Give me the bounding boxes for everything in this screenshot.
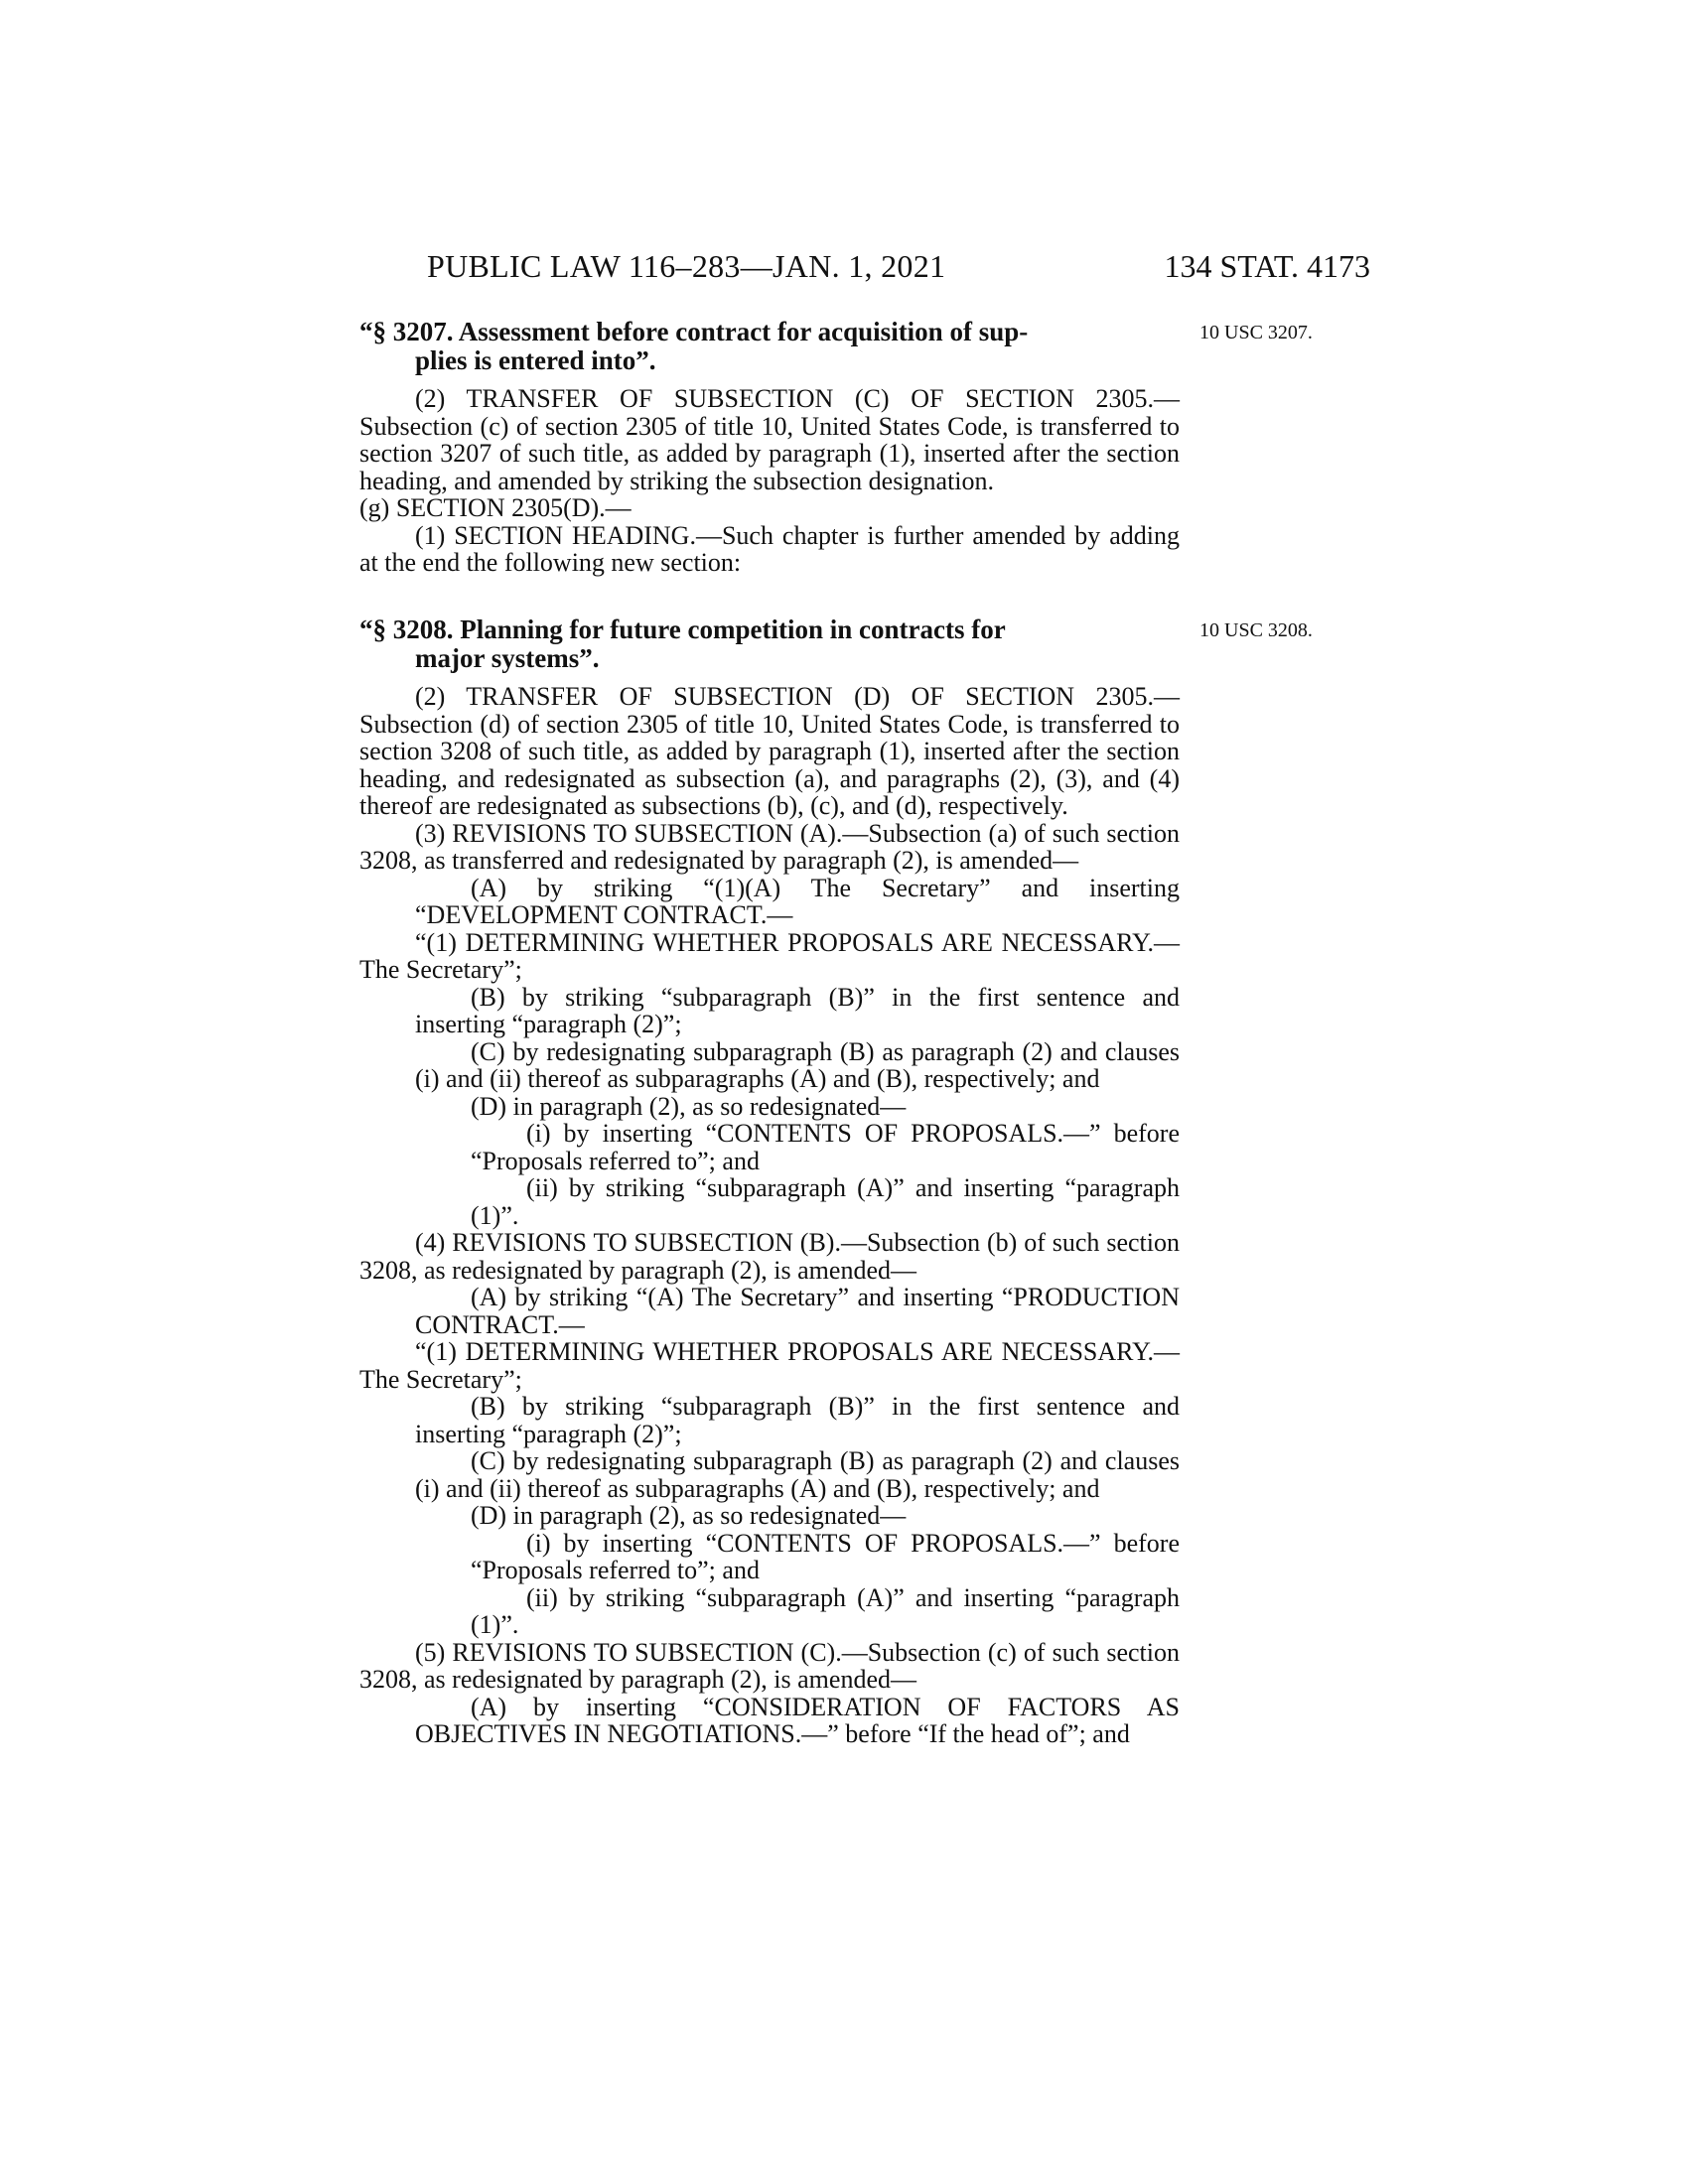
subclause-i-inserting-contents: (i) by inserting “CONTENTS OF PROPOSALS.—” before “Proposals referred to”; and	[471, 1119, 1180, 1175]
clause-d-paragraph-2-second: (D) in paragraph (2), as so redesignated—	[471, 1501, 907, 1530]
statute-page-number: 134 STAT. 4173	[1164, 248, 1370, 284]
clause-b-striking-subparagraph: (B) by striking “subparagraph (B)” in the first sentence and inserting “paragraph (2)”;	[415, 982, 1180, 1038]
clause-a-production-contract: (A) by striking “(A) The Secretary” and inserting “PRODUCTION CONTRACT.—	[415, 1283, 1180, 1339]
body-block-2	[359, 683, 1180, 1748]
clause-a-consideration-of-factors: (A) by inserting “CONSIDERATION OF FACTORS AS OBJECTIVES IN NEGOTIATIONS.—” before “If the head of”; and	[415, 1692, 1180, 1748]
paragraph-transfer-subsection-c: (2) TRANSFER OF SUBSECTION (C) OF SECTION 2305.—Subsection (c) of section 2305 of title 10, United States Code, is transferred to section 3207 of such title, as added by paragraph (1), inserted after the section heading, and amended by striking the subsection designation.	[359, 384, 1180, 495]
clause-c-redesignating: (C) by redesignating subparagraph (B) as paragraph (2) and clauses (i) and (ii) thereof as subparagraphs (A) and (B), respectively; and	[415, 1036, 1180, 1093]
paragraph-revisions-subsection-b: (4) REVISIONS TO SUBSECTION (B).—Subsection (b) of such section 3208, as redesignated by paragraph (2), is amended—	[359, 1228, 1180, 1285]
running-header	[427, 246, 1370, 286]
public-law-citation: PUBLIC LAW 116–283—JAN. 1, 2021	[427, 248, 946, 284]
paragraph-transfer-subsection-d: (2) TRANSFER OF SUBSECTION (D) OF SECTION 2305.—Subsection (d) of section 2305 of title 10, United States Code, is transferred to section 3208 of such title, as added by paragraph (1), inserted after the section heading, and redesignated as subsection (a), and paragraphs (2), (3), and (4) thereof are redesignated as subsections (b), (c), and (d), respectively.	[359, 682, 1180, 820]
paragraph-revisions-subsection-a: (3) REVISIONS TO SUBSECTION (A).—Subsection (a) of such section 3208, as transferred and redesignated by paragraph (2), is amended—	[359, 818, 1180, 875]
subclause-ii-striking-subparagraph-a-2: (ii) by striking “subparagraph (A)” and inserting “paragraph (1)”.	[471, 1582, 1180, 1639]
clause-b-striking-subparagraph-2: (B) by striking “subparagraph (B)” in the first sentence and inserting “paragraph (2)”;	[415, 1392, 1180, 1448]
section-3207-heading	[359, 318, 1180, 375]
quoted-determining-proposals: “(1) DETERMINING WHETHER PROPOSALS ARE NECESSARY.—The Secretary”;	[359, 927, 1180, 984]
section-3207-heading-line2: plies is entered into”.	[415, 345, 656, 375]
margin-note-3207: 10 USC 3207.	[1199, 322, 1313, 343]
clause-a-striking-secretary: (A) by striking “(1)(A) The Secretary” and inserting “DEVELOPMENT CONTRACT.—	[415, 873, 1180, 929]
section-3207-heading-line1: “§ 3207. Assessment before contract for acquisition of sup-	[359, 317, 1029, 346]
section-3208-heading	[359, 615, 1180, 673]
paragraph-section-heading: (1) SECTION HEADING.—Such chapter is further amended by adding at the end the following new section:	[359, 520, 1180, 577]
margin-note-3208: 10 USC 3208.	[1199, 619, 1313, 641]
body-block-1	[359, 385, 1180, 577]
subclause-i-inserting-contents-2: (i) by inserting “CONTENTS OF PROPOSALS.—” before “Proposals referred to”; and	[471, 1528, 1180, 1584]
paragraph-revisions-subsection-c: (5) REVISIONS TO SUBSECTION (C).—Subsection (c) of such section 3208, as redesignated by paragraph (2), is amended—	[359, 1637, 1180, 1694]
clause-d-paragraph-2: (D) in paragraph (2), as so redesignated—	[471, 1091, 907, 1121]
clause-c-redesignating-2: (C) by redesignating subparagraph (B) as paragraph (2) and clauses (i) and (ii) thereof as subparagraphs (A) and (B), respectively; and	[415, 1446, 1180, 1503]
section-3208-heading-line2: major systems”.	[415, 643, 600, 673]
paragraph-section-2305d: (g) SECTION 2305(D).—	[359, 493, 632, 522]
subclause-ii-striking-subparagraph-a: (ii) by striking “subparagraph (A)” and inserting “paragraph (1)”.	[471, 1173, 1180, 1230]
quoted-determining-proposals-2: “(1) DETERMINING WHETHER PROPOSALS ARE NECESSARY.—The Secretary”;	[359, 1337, 1180, 1394]
section-3208-heading-line1: “§ 3208. Planning for future competition in contracts for	[359, 614, 1006, 644]
